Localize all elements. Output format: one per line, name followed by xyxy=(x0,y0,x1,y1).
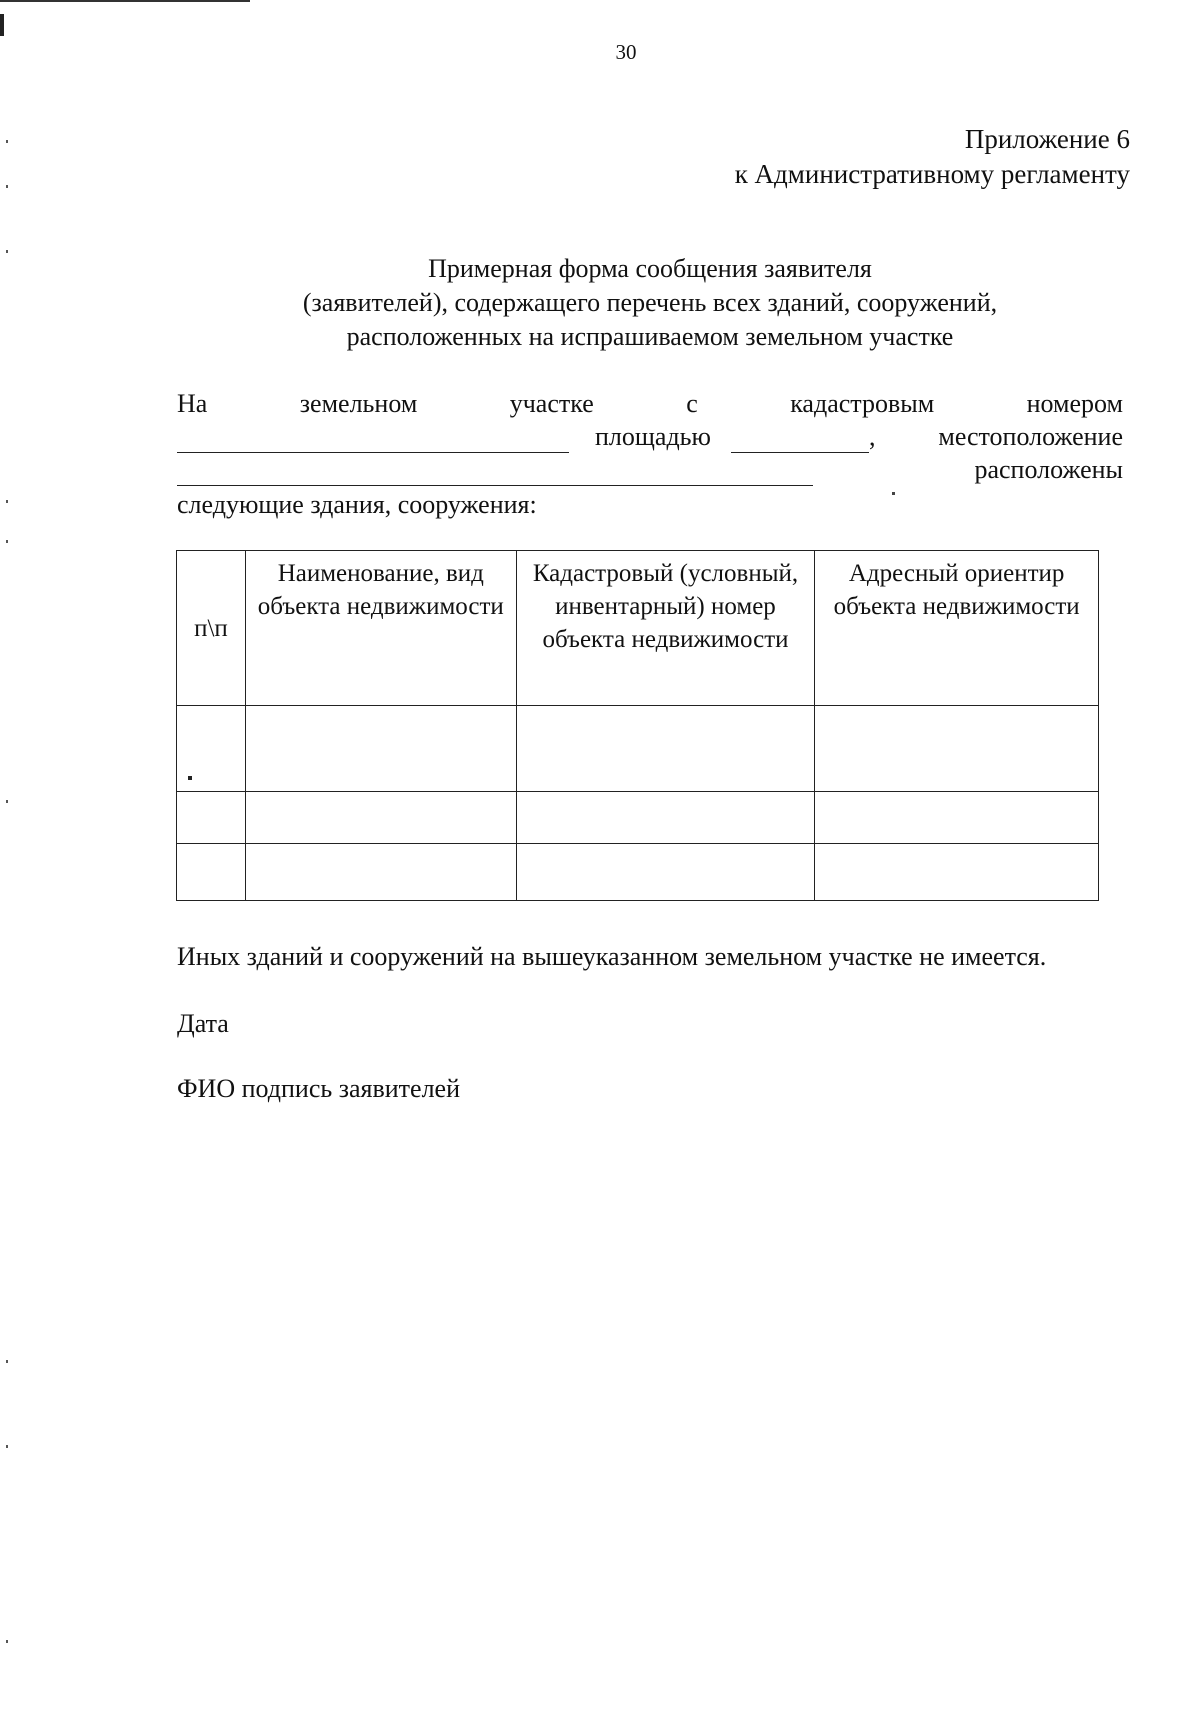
intro-word: номером xyxy=(1026,389,1123,418)
table-cell[interactable] xyxy=(245,706,516,792)
scan-artifact-dot xyxy=(6,1360,8,1363)
header-name: Наименование, вид объекта недвижимости xyxy=(245,551,516,706)
intro-word: земельном xyxy=(299,389,418,418)
area-field[interactable] xyxy=(731,430,869,453)
form-title-line-2: (заявителей), содержащего перечень всех зданий, сооружений, xyxy=(302,288,998,317)
scan-artifact-dot xyxy=(6,800,8,803)
statement-text: Иных зданий и сооружений на вышеуказанном земельном участке не имеется. xyxy=(177,942,1047,971)
location-field[interactable] xyxy=(177,463,813,486)
scan-artifact-line xyxy=(0,0,250,2)
intro-line-2 xyxy=(177,421,1123,453)
table-row xyxy=(177,792,1099,844)
table-cell[interactable] xyxy=(177,792,246,844)
form-title-line-1: Примерная форма сообщения заявителя xyxy=(428,254,872,283)
scan-artifact-dot xyxy=(6,500,8,503)
annex-heading xyxy=(735,122,1130,192)
table-cell[interactable] xyxy=(245,792,516,844)
table-cell[interactable] xyxy=(815,706,1099,792)
location-label: местоположение xyxy=(938,422,1123,451)
scan-artifact-dot xyxy=(6,185,8,188)
form-title xyxy=(175,252,1125,354)
header-cadastral: Кадастровый (условный, инвентарный) номер объекта недвижимости xyxy=(516,551,815,706)
scan-artifact-mark xyxy=(0,14,4,36)
table-cell[interactable] xyxy=(516,706,815,792)
intro-line-4: следующие здания, сооружения: xyxy=(177,490,537,519)
scan-artifact-dot xyxy=(6,1445,8,1448)
comma: , xyxy=(868,422,876,451)
table-row xyxy=(177,706,1099,792)
intro-line-3 xyxy=(177,454,1123,486)
date-label: Дата xyxy=(177,1009,229,1038)
table-cell[interactable] xyxy=(516,844,815,901)
scan-artifact-dot xyxy=(6,140,8,143)
scan-artifact-dot xyxy=(6,540,8,543)
annex-line-1: Приложение 6 xyxy=(964,124,1130,154)
table-cell[interactable] xyxy=(177,844,246,901)
table-cell[interactable] xyxy=(815,844,1099,901)
area-label: площадью xyxy=(595,422,711,451)
page-number: 30 xyxy=(615,40,637,64)
intro-line-1 xyxy=(177,388,1123,420)
intro-word: На xyxy=(177,389,208,418)
signature-label: ФИО подпись заявителей xyxy=(177,1074,461,1103)
header-number: п\п xyxy=(177,551,246,706)
intro-word: кадастровым xyxy=(790,389,935,418)
table-row xyxy=(177,844,1099,901)
scan-artifact-dot xyxy=(6,1640,8,1643)
scan-artifact-dot xyxy=(6,250,8,253)
header-address: Адресный ориентир объекта недвижимости xyxy=(815,551,1099,706)
intro-word: с xyxy=(686,389,698,418)
located-label: расположены xyxy=(974,455,1123,484)
annex-line-2: к Административному регламенту xyxy=(734,159,1130,189)
table-cell[interactable] xyxy=(815,792,1099,844)
table-cell[interactable] xyxy=(177,706,246,792)
table-cell[interactable] xyxy=(516,792,815,844)
cadastral-number-field[interactable] xyxy=(177,430,569,453)
table-header-row xyxy=(177,551,1099,706)
form-title-line-3: расположенных на испрашиваемом земельном участке xyxy=(346,322,954,351)
intro-word: участке xyxy=(509,389,594,418)
objects-table xyxy=(176,550,1099,901)
table-cell[interactable] xyxy=(245,844,516,901)
